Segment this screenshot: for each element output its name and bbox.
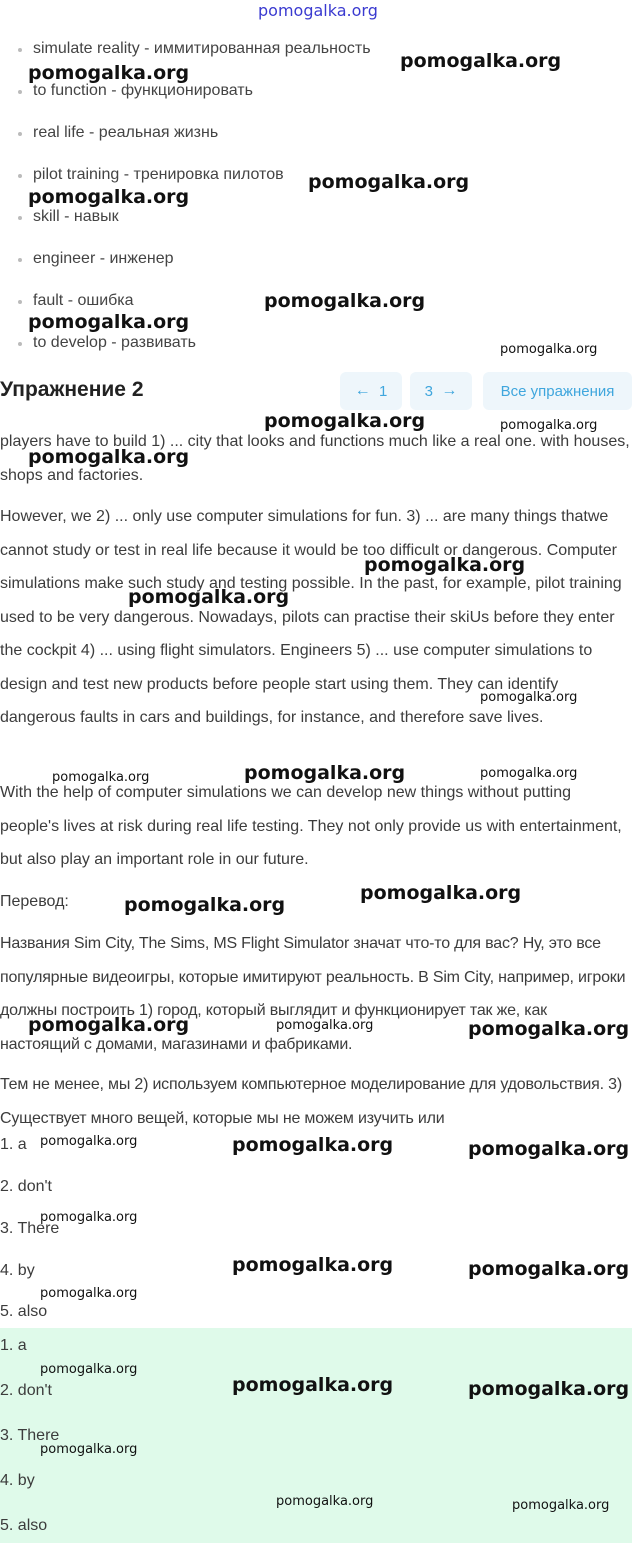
answer-green-item: 2. don't: [0, 1382, 52, 1399]
watermark: pomogalka.org: [232, 1134, 394, 1156]
text-en-paragraph-3: With the help of computer simulations we can develop new things without putting people's lives at risk during real life testing. They not only provide us with entertainment, but also play an important role in our future.: [0, 784, 622, 868]
prev-exercise-button[interactable]: ← 1: [340, 372, 402, 410]
watermark: pomogalka.org: [28, 1014, 190, 1036]
watermark: pomogalka.org: [364, 554, 526, 576]
arrow-left-icon: ←: [354, 382, 371, 399]
answer-item: 5. also: [0, 1303, 48, 1320]
all-exercises-button[interactable]: Все упражнения: [483, 372, 632, 410]
answer-green-item: 4. by: [0, 1472, 35, 1489]
answer-item: 2. don't: [0, 1178, 52, 1195]
text-ru-paragraph-2: Тем не менее, мы 2) используем компьютерное моделирование для удовольствия. 3) Существует много вещей, которые мы не можем изучить или: [0, 1076, 622, 1127]
watermark: pomogalka.org: [500, 418, 598, 433]
watermark: pomogalka.org: [40, 1286, 138, 1301]
answer-item: 1. a: [0, 1136, 27, 1153]
watermark: pomogalka.org: [480, 690, 578, 705]
watermark: pomogalka.org: [500, 342, 598, 357]
watermark-top: pomogalka.org: [258, 1, 378, 20]
watermark: pomogalka.org: [40, 1362, 138, 1377]
watermark: pomogalka.org: [468, 1138, 630, 1160]
answer-item: 3. There: [0, 1220, 60, 1237]
watermark: pomogalka.org: [28, 446, 190, 468]
watermark: pomogalka.org: [264, 410, 426, 432]
watermark: pomogalka.org: [40, 1442, 138, 1457]
watermark: pomogalka.org: [512, 1498, 610, 1513]
text-ru-paragraph-1: Названия Sim City, The Sims, MS Flight Simulator значат что-то для вас? Ну, это все популярные видеоигры, которые имитируют реальность. В Sim City, например, игроки должны построить 1) город, который выглядит и функционирует так же, как настоящий с домами, магазинами и фабриками.: [0, 935, 626, 1053]
watermark: pomogalka.org: [480, 766, 578, 781]
watermark: pomogalka.org: [468, 1378, 630, 1400]
watermark: pomogalka.org: [28, 186, 190, 208]
bullet-icon: [18, 90, 22, 94]
watermark: pomogalka.org: [28, 311, 190, 333]
watermark: pomogalka.org: [52, 770, 150, 785]
answer-green-item: 3. There: [0, 1427, 60, 1444]
answer-green-item: 5. also: [0, 1517, 48, 1534]
text-en-paragraph-2: However, we 2) ... only use computer simulations for fun. 3) ... are many things thatwe cannot study or test in real life because it would be too difficult or dangerous. Computer simulations make such study and testing possible. In the past, for example, pilot training used to be very dangerous. Nowadays, pilots can practise their skiUs before they enter the cockpit 4) ... using flight simulators. Engineers 5) ... use computer simulations to design and test new products before people start using them. They can identify dangerous faults in cars and buildings, for instance, and therefore save lives.: [0, 508, 622, 726]
answer-item: 4. by: [0, 1262, 35, 1279]
watermark: pomogalka.org: [244, 762, 406, 784]
translation-label: Перевод:: [0, 893, 69, 910]
watermark: pomogalka.org: [232, 1254, 394, 1276]
watermark: pomogalka.org: [360, 882, 522, 904]
bullet-icon: [18, 132, 22, 136]
exercise-title: Упражнение 2: [0, 378, 144, 401]
watermark: pomogalka.org: [308, 171, 470, 193]
watermark: pomogalka.org: [28, 62, 190, 84]
answer-green-item: 1. a: [0, 1337, 27, 1354]
bullet-icon: [18, 300, 22, 304]
watermark: pomogalka.org: [40, 1134, 138, 1149]
watermark: pomogalka.org: [468, 1018, 630, 1040]
watermark: pomogalka.org: [468, 1258, 630, 1280]
watermark: pomogalka.org: [128, 586, 290, 608]
bullet-icon: [18, 342, 22, 346]
next-exercise-button[interactable]: 3 →: [410, 372, 472, 410]
bullet-icon: [18, 48, 22, 52]
text-en-paragraph-1: players have to build 1) ... city that looks and functions much like a real one. with houses, shops and factories.: [0, 433, 630, 484]
watermark: pomogalka.org: [276, 1018, 374, 1033]
watermark: pomogalka.org: [232, 1374, 394, 1396]
watermark: pomogalka.org: [264, 290, 426, 312]
bullet-icon: [18, 258, 22, 262]
arrow-right-icon: →: [441, 382, 458, 399]
watermark: pomogalka.org: [40, 1210, 138, 1225]
bullet-icon: [18, 174, 22, 178]
watermark: pomogalka.org: [124, 894, 286, 916]
watermark: pomogalka.org: [276, 1494, 374, 1509]
watermark: pomogalka.org: [400, 50, 562, 72]
bullet-icon: [18, 216, 22, 220]
